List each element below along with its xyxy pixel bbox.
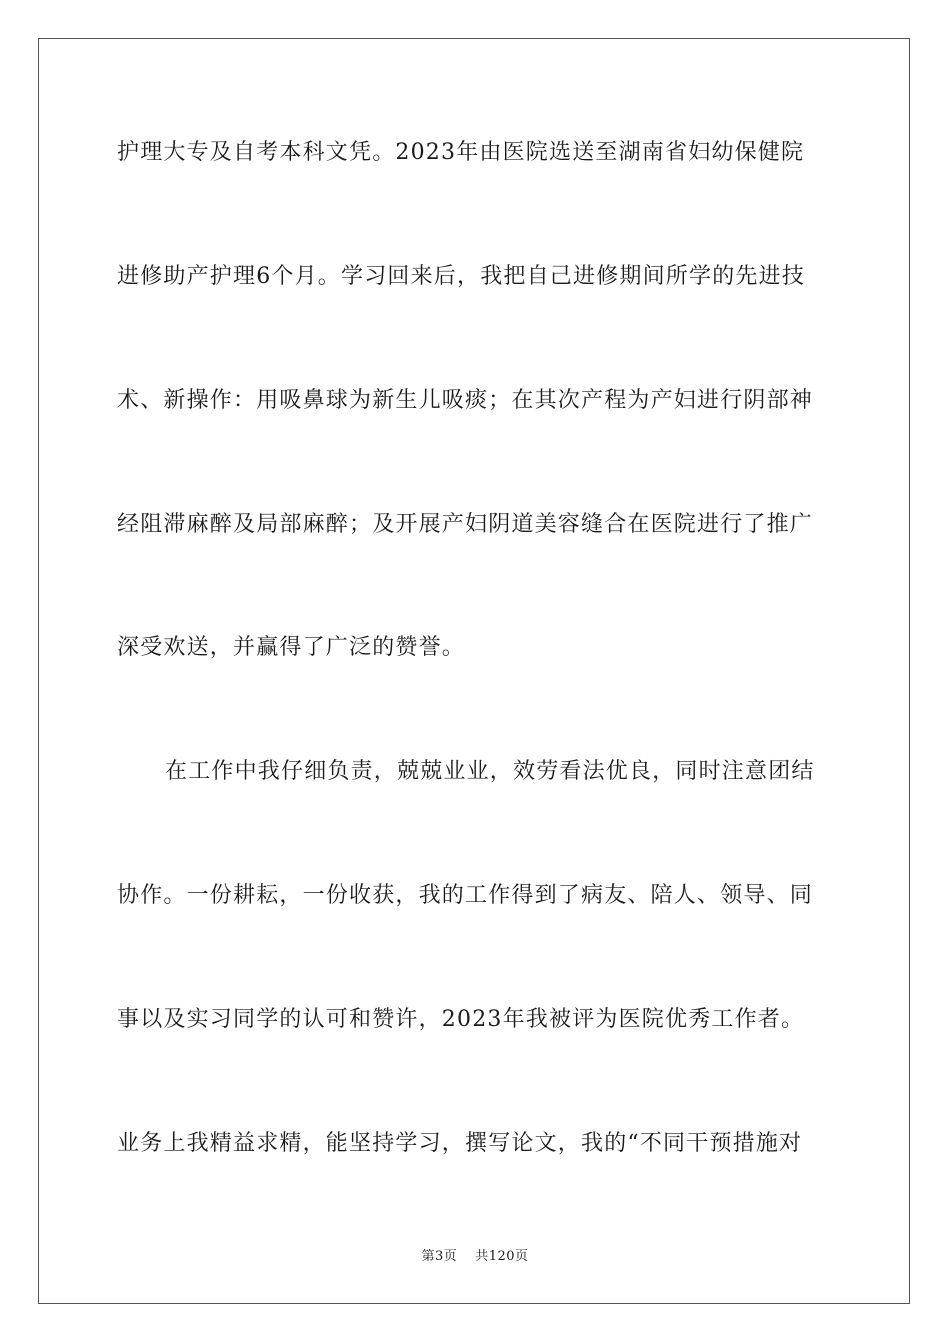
text-line: 经阻滞麻醉及局部麻醉；及开展产妇阴道美容缝合在医院进行了推广 [117, 512, 814, 537]
text-line: 业务上我精益求精，能坚持学习，撰写论文，我的“不同干预措施对 [117, 1131, 803, 1156]
text-line: 深受欢送，并赢得了广泛的赞誉。 [117, 635, 466, 660]
text-line: 护理大专及自考本科文凭。2023年由医院选送至湖南省妇幼保健院 [117, 140, 805, 165]
text-line: 进修助产护理6个月。学习回来后，我把自己进修期间所学的先进技 [117, 264, 805, 289]
text-line: 术、新操作：用吸鼻球为新生儿吸痰；在其次产程为产妇进行阴部神 [117, 388, 814, 413]
page-footer [0, 1248, 950, 1266]
page-total: 共120页 [475, 1249, 529, 1264]
text-line: 协作。一份耕耘，一份收获，我的工作得到了病友、陪人、领导、同 [117, 883, 814, 908]
page-border [38, 38, 910, 1304]
page-number: 第3页 [421, 1249, 458, 1264]
paragraph-start-line: 在工作中我仔细负责，兢兢业业，效劳看法优良，同时注意团结 [165, 759, 815, 784]
text-line: 事以及实习同学的认可和赞许，2023年我被评为医院优秀工作者。 [117, 1007, 805, 1032]
